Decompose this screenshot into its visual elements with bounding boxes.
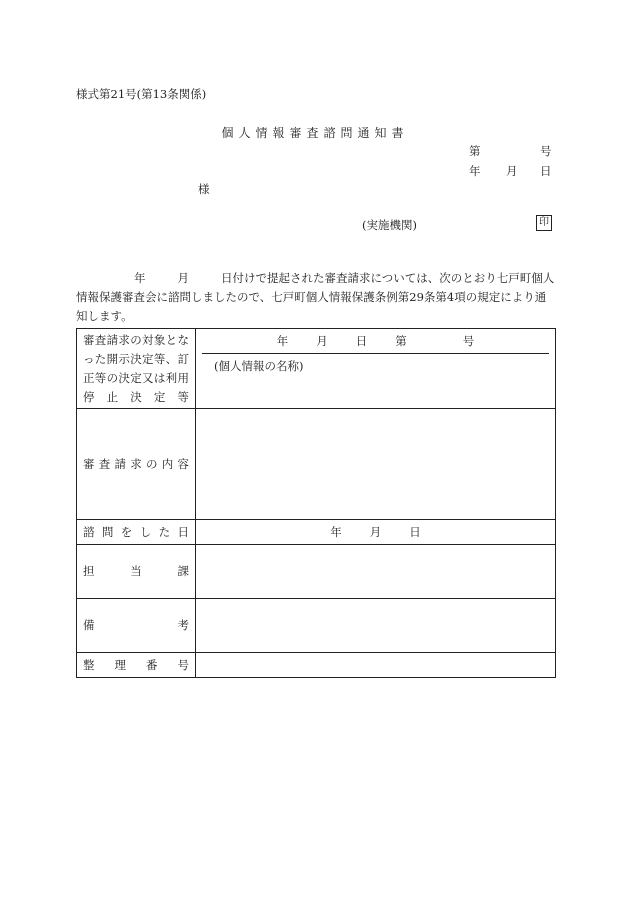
remarks-field[interactable] — [196, 599, 556, 653]
form-id: 様式第21号(第13条関係) — [76, 87, 207, 101]
number-prefix: 第 — [469, 144, 481, 158]
notice-table — [76, 328, 556, 678]
info-name-field[interactable] — [202, 354, 549, 408]
consultation-date-field[interactable]: 年 月 日 — [196, 520, 556, 545]
table-row — [77, 599, 556, 653]
table-row — [77, 653, 556, 678]
table-row — [77, 409, 556, 520]
agency-label: (実施機関) — [362, 218, 417, 232]
row-label-remarks: 備考 — [77, 599, 196, 653]
body-text: 日付けで提起された審査請求については、次のとおり七戸町個人情報保護審査会に諮問しましたので、七戸町個人情報保護条例第29条第4項の規定により通知します。 — [76, 271, 555, 323]
notice-paragraph — [76, 269, 556, 326]
number-suffix: 号 — [540, 144, 552, 158]
date-day: 日 — [540, 164, 552, 178]
decision-date-number: 年 月 日 第 号 — [202, 329, 549, 354]
body-date-month: 月 — [177, 271, 189, 285]
reference-number-field[interactable] — [196, 653, 556, 678]
seal-icon: 印 — [536, 215, 552, 231]
row-label-consultation-date: 諮問をした日 — [77, 520, 196, 545]
table-row — [77, 329, 556, 409]
date-year: 年 — [469, 164, 481, 178]
info-name-label: (個人情報の名称) — [214, 359, 304, 373]
body-date-year: 年 — [134, 271, 146, 285]
target-decision-cell — [196, 329, 556, 409]
row-label-target-decision: 審査請求の対象となった開示決定等、訂正等の決定又は利用停止決定等 — [77, 329, 196, 409]
table-row — [77, 545, 556, 599]
row-label-department: 担当課 — [77, 545, 196, 599]
row-label-request-content: 審査請求の内容 — [77, 409, 196, 520]
document-title: 個人情報審査諮問通知書 — [221, 126, 409, 140]
department-field[interactable] — [196, 545, 556, 599]
date-month: 月 — [506, 164, 518, 178]
request-content-field[interactable] — [196, 409, 556, 520]
table-row — [77, 520, 556, 545]
row-label-reference-number: 整理番号 — [77, 653, 196, 678]
addressee-suffix: 様 — [198, 182, 210, 196]
